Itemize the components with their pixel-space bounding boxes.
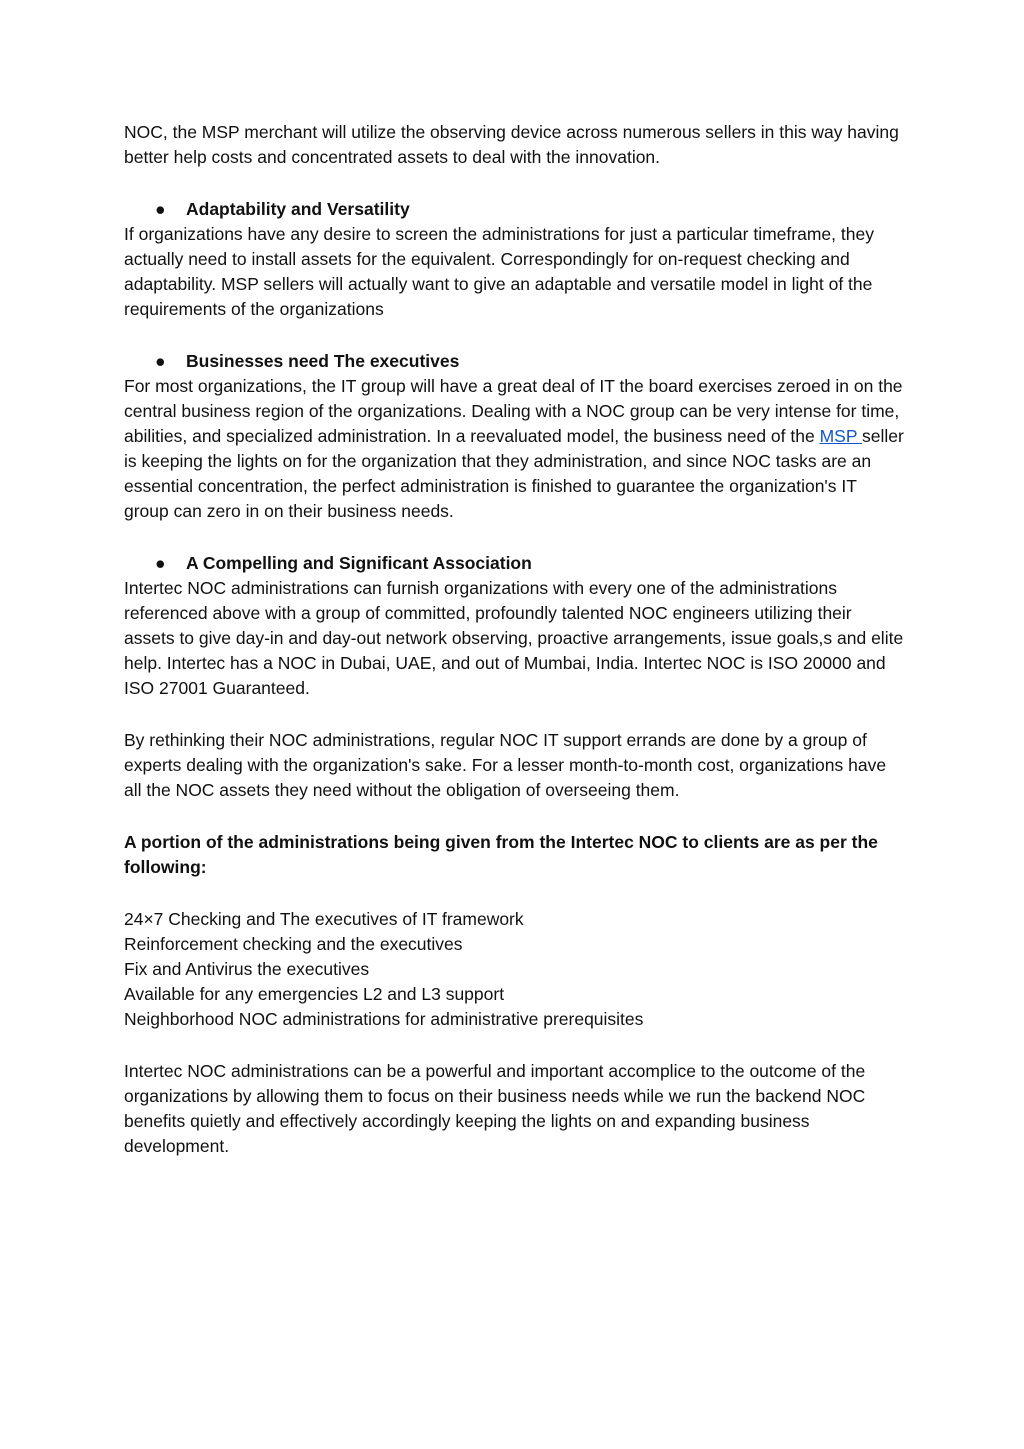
section-body-business-needs bbox=[124, 374, 904, 524]
spacer bbox=[124, 170, 904, 197]
list-item: 24×7 Checking and The executives of IT framework bbox=[124, 909, 524, 929]
bullet-icon: ● bbox=[155, 351, 166, 371]
services-heading: A portion of the administrations being given from the Intertec NOC to clients are as per the following: bbox=[124, 832, 878, 877]
body-text-after-link: seller is keeping the lights on for the organization that they administration, and since NOC tasks are an essential concentration, the perfect administration is finished to guarantee the organization's IT group can zero in on their business needs. bbox=[124, 426, 904, 521]
spacer bbox=[124, 1032, 904, 1059]
section-heading-text: A Compelling and Significant Association bbox=[186, 553, 532, 573]
list-item: Fix and Antivirus the executives bbox=[124, 959, 370, 979]
msp-link[interactable]: MSP bbox=[819, 426, 863, 446]
bullet-icon: ● bbox=[155, 199, 166, 219]
rethinking-paragraph: By rethinking their NOC administrations, regular NOC IT support errands are done by a group of experts dealing with the organization's sake. For a lesser month-to-month cost, organizations have all the NOC assets they need without the obligation of overseeing them. bbox=[124, 730, 887, 800]
section-heading-text: Businesses need The executives bbox=[186, 351, 460, 371]
spacer bbox=[124, 803, 904, 830]
spacer bbox=[124, 880, 904, 907]
closing-paragraph: Intertec NOC administrations can be a powerful and important accomplice to the outcome of the organizations by allowing them to focus on their business needs while we run the backend NOC benefits quietly and effectively accordingly keeping the lights on and expanding business development. bbox=[124, 1061, 866, 1156]
list-item: Neighborhood NOC administrations for administrative prerequisites bbox=[124, 1009, 644, 1029]
section-heading-association bbox=[124, 551, 904, 576]
section-heading-business-needs bbox=[124, 349, 904, 374]
section-heading-text: Adaptability and Versatility bbox=[186, 199, 410, 219]
services-list bbox=[124, 907, 904, 1032]
document-page bbox=[124, 120, 904, 1159]
spacer bbox=[124, 701, 904, 728]
bullet-icon: ● bbox=[155, 553, 166, 573]
spacer bbox=[124, 322, 904, 349]
section-body-adaptability: If organizations have any desire to screen the administrations for just a particular timeframe, they actually need to install assets for the equivalent. Correspondingly for on-request checking and adaptability. MSP sellers will actually want to give an adaptable and versatile model in light of the requirements of the organizations bbox=[124, 224, 874, 319]
spacer bbox=[124, 524, 904, 551]
body-text-before-link: For most organizations, the IT group will have a great deal of IT the board exercises zeroed in on the central business region of the organizations. Dealing with a NOC group can be very intense for time, abilities, and specialized administration. In a reevaluated model, the business need of the bbox=[124, 376, 903, 446]
section-heading-adaptability bbox=[124, 197, 904, 222]
section-body-association: Intertec NOC administrations can furnish organizations with every one of the administrations referenced above with a group of committed, profoundly talented NOC engineers utilizing their assets to give day-in and day-out network observing, proactive arrangements, issue goals,s and elite help. Intertec has a NOC in Dubai, UAE, and out of Mumbai, India. Intertec NOC is ISO 20000 and ISO 27001 Guaranteed. bbox=[124, 578, 904, 698]
intro-paragraph: NOC, the MSP merchant will utilize the observing device across numerous sellers in this way having better help costs and concentrated assets to deal with the innovation. bbox=[124, 122, 899, 167]
list-item: Available for any emergencies L2 and L3 support bbox=[124, 984, 505, 1004]
list-item: Reinforcement checking and the executives bbox=[124, 934, 463, 954]
